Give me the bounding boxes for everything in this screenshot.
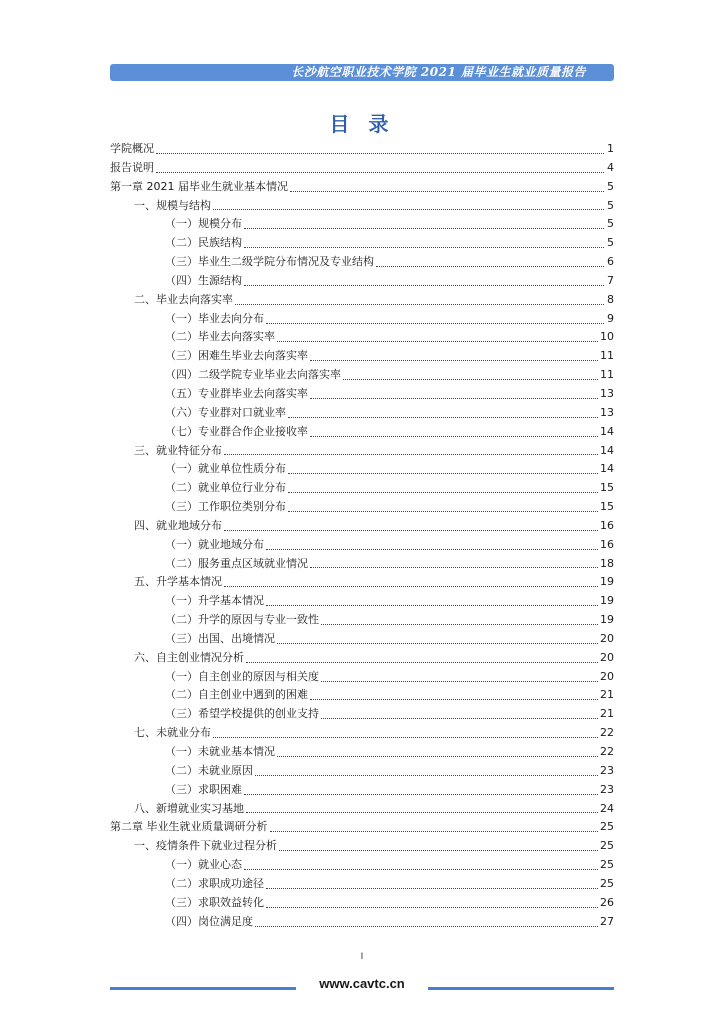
toc-dot-leader (266, 888, 598, 889)
toc-dot-leader (321, 624, 598, 625)
toc-entry-page: 5 (607, 236, 614, 250)
toc-entry[interactable] (110, 460, 614, 479)
toc-entry[interactable] (110, 800, 614, 819)
toc-dot-leader (244, 285, 604, 286)
toc-dot-leader (156, 153, 604, 154)
page-number: I (360, 952, 364, 962)
toc-entry[interactable] (110, 404, 614, 423)
toc-dot-leader (213, 737, 598, 738)
toc-entry-page: 15 (600, 500, 614, 514)
toc-dot-leader (277, 643, 598, 644)
toc-entry[interactable] (110, 366, 614, 385)
toc-entry-label: （二）毕业去向落实率 (165, 330, 275, 344)
toc-entry[interactable] (110, 197, 614, 216)
toc-entry[interactable] (110, 517, 614, 536)
toc-dot-leader (288, 492, 598, 493)
toc-entry-page: 13 (600, 386, 614, 400)
toc-entry[interactable] (110, 573, 614, 592)
footer-url[interactable]: www.cavtc.cn (319, 976, 405, 991)
toc-dot-leader (246, 812, 598, 813)
toc-entry-page: 1 (607, 142, 614, 155)
toc-dot-leader (244, 869, 598, 870)
toc-dot-leader (266, 907, 598, 908)
toc-entry[interactable] (110, 856, 614, 875)
toc-dot-leader (266, 323, 604, 324)
toc-dot-leader (270, 831, 599, 832)
header-bar (110, 64, 614, 81)
toc-dot-leader (213, 209, 604, 210)
toc-entry-page: 4 (607, 160, 614, 174)
toc-entry-page: 10 (600, 330, 614, 344)
toc-entry[interactable] (110, 724, 614, 743)
toc-dot-leader (244, 228, 604, 229)
toc-entry[interactable] (110, 630, 614, 649)
toc-entry-label: 第一章 2021 届毕业生就业基本情况 (110, 179, 288, 193)
toc-entry-page: 22 (600, 726, 614, 740)
toc-entry-label: （四）二级学院专业毕业去向落实率 (165, 368, 341, 382)
toc-dot-leader (310, 567, 598, 568)
toc-entry-page: 19 (600, 613, 614, 627)
toc-dot-leader (255, 775, 598, 776)
toc-dot-leader (310, 699, 598, 700)
toc-entry[interactable] (110, 442, 614, 461)
toc-entry-label: （三）求职困难 (165, 782, 242, 796)
toc-entry-label: （一）就业单位性质分布 (165, 462, 286, 476)
toc-entry[interactable] (110, 649, 614, 668)
toc-entry-label: （四）岗位满足度 (165, 914, 253, 928)
toc-dot-leader (310, 436, 598, 437)
toc-dot-leader (246, 662, 598, 663)
toc-entry-page: 16 (600, 518, 614, 532)
toc-entry-label: 一、规模与结构 (134, 198, 211, 212)
toc-entry[interactable] (110, 272, 614, 291)
toc-entry-label: （二）自主创业中遇到的困难 (165, 688, 308, 702)
toc-entry-label: （一）就业心态 (165, 858, 242, 872)
toc-entry-page: 9 (607, 311, 614, 325)
toc-dot-leader (290, 191, 604, 192)
toc-entry-page: 20 (600, 631, 614, 645)
toc-dot-leader (376, 266, 604, 267)
toc-entry[interactable] (110, 423, 614, 442)
toc-entry-label: （一）就业地域分布 (165, 537, 264, 551)
toc-entry-page: 20 (600, 650, 614, 664)
toc-dot-leader (266, 605, 598, 606)
toc-entry-label: 四、就业地域分布 (134, 518, 222, 532)
toc-entry-label: 一、疫情条件下就业过程分析 (134, 839, 277, 853)
toc-entry-page: 25 (600, 839, 614, 853)
toc-dot-leader (310, 360, 598, 361)
toc-entry-label: （三）工作职位类别分布 (165, 500, 286, 514)
toc-entry-page: 19 (600, 594, 614, 608)
toc-entry[interactable] (110, 837, 614, 856)
toc-entry-page: 25 (600, 858, 614, 872)
toc-entry-label: （五）专业群毕业去向落实率 (165, 386, 308, 400)
toc-entry-label: 学院概况 (110, 142, 154, 155)
toc-entry-page: 23 (600, 782, 614, 796)
toc-entry[interactable] (110, 479, 614, 498)
footer-divider-left (110, 987, 296, 990)
toc-entry[interactable] (110, 178, 614, 197)
toc-entry-label: （三）出国、出境情况 (165, 631, 275, 645)
toc-entry-page: 24 (600, 801, 614, 815)
toc-entry[interactable] (110, 555, 614, 574)
toc-entry[interactable] (110, 705, 614, 724)
toc-entry-label: （四）生源结构 (165, 273, 242, 287)
page-title: 目 录 (329, 112, 395, 136)
toc-entry-label: 五、升学基本情况 (134, 575, 222, 589)
header-title: 长沙航空职业技术学院 2021 届毕业生就业质量报告 (291, 65, 586, 79)
toc-entry-page: 21 (600, 707, 614, 721)
toc-entry-page: 27 (600, 914, 614, 928)
toc-entry-page: 14 (600, 443, 614, 457)
toc-entry-label: （三）困难生毕业去向落实率 (165, 349, 308, 363)
toc-entry[interactable] (110, 592, 614, 611)
toc-entry-page: 6 (607, 255, 614, 269)
toc-entry[interactable] (110, 818, 614, 837)
toc-dot-leader (224, 454, 598, 455)
toc-entry-label: （一）毕业去向分布 (165, 311, 264, 325)
toc-entry[interactable] (110, 140, 614, 159)
toc-entry-label: （三）求职效益转化 (165, 895, 264, 909)
toc-entry-label: （一）规模分布 (165, 217, 242, 231)
toc-entry-page: 11 (600, 368, 614, 382)
toc-entry[interactable] (110, 686, 614, 705)
toc-entry-page: 5 (607, 217, 614, 231)
toc-dot-leader (277, 756, 598, 757)
toc-dot-leader (266, 549, 598, 550)
toc-dot-leader (277, 341, 598, 342)
footer-divider-right (428, 987, 614, 990)
toc-entry-page: 25 (600, 876, 614, 890)
toc-entry[interactable] (110, 328, 614, 347)
toc-dot-leader (310, 398, 598, 399)
toc-entry-label: （三）毕业生二级学院分布情况及专业结构 (165, 255, 374, 269)
toc-entry[interactable] (110, 894, 614, 913)
toc-entry-page: 14 (600, 424, 614, 438)
toc-dot-leader (224, 530, 598, 531)
toc-dot-leader (321, 718, 598, 719)
table-of-contents (110, 140, 614, 931)
toc-entry[interactable] (110, 234, 614, 253)
toc-entry-page: 25 (600, 820, 614, 834)
toc-entry-label: （六）专业群对口就业率 (165, 405, 286, 419)
toc-entry[interactable] (110, 611, 614, 630)
toc-entry[interactable] (110, 385, 614, 404)
toc-entry[interactable] (110, 310, 614, 329)
toc-entry-label: （二）求职成功途径 (165, 876, 264, 890)
toc-entry[interactable] (110, 159, 614, 178)
toc-dot-leader (244, 247, 604, 248)
toc-entry-label: （三）希望学校提供的创业支持 (165, 707, 319, 721)
toc-entry-label: 八、新增就业实习基地 (134, 801, 244, 815)
toc-entry[interactable] (110, 913, 614, 932)
toc-entry-label: （一）自主创业的原因与相关度 (165, 669, 319, 683)
toc-entry-page: 14 (600, 462, 614, 476)
toc-entry-page: 7 (607, 273, 614, 287)
toc-entry-page: 8 (607, 292, 614, 306)
toc-entry-page: 13 (600, 405, 614, 419)
toc-entry[interactable] (110, 762, 614, 781)
toc-entry-page: 5 (607, 179, 614, 193)
toc-entry-page: 21 (600, 688, 614, 702)
toc-entry-label: （二）服务重点区域就业情况 (165, 556, 308, 570)
toc-entry-page: 22 (600, 745, 614, 758)
toc-entry[interactable] (110, 347, 614, 366)
toc-dot-leader (224, 586, 598, 587)
toc-dot-leader (255, 926, 598, 927)
toc-entry[interactable] (110, 536, 614, 555)
toc-dot-leader (288, 473, 598, 474)
toc-entry-label: 报告说明 (110, 160, 154, 174)
toc-entry-label: （七）专业群合作企业接收率 (165, 424, 308, 438)
toc-entry[interactable] (110, 215, 614, 234)
toc-entry[interactable] (110, 781, 614, 800)
toc-entry-page: 20 (600, 669, 614, 683)
toc-entry-label: 二、毕业去向落实率 (134, 292, 233, 306)
toc-entry-label: 七、未就业分布 (134, 726, 211, 740)
toc-entry[interactable] (110, 253, 614, 272)
toc-entry-label: （二）升学的原因与专业一致性 (165, 613, 319, 627)
toc-entry-page: 5 (607, 198, 614, 212)
toc-entry-label: （二）就业单位行业分布 (165, 481, 286, 495)
toc-entry-page: 16 (600, 537, 614, 551)
toc-entry-label: 三、就业特征分布 (134, 443, 222, 457)
toc-entry[interactable] (110, 743, 614, 762)
toc-entry-page: 26 (600, 895, 614, 909)
toc-entry[interactable] (110, 668, 614, 687)
toc-entry-page: 23 (600, 763, 614, 777)
toc-entry-page: 11 (600, 349, 614, 363)
toc-dot-leader (235, 304, 604, 305)
toc-entry[interactable] (110, 498, 614, 517)
toc-entry-page: 18 (600, 556, 614, 570)
toc-dot-leader (288, 417, 598, 418)
toc-entry-label: （二）未就业原因 (165, 763, 253, 777)
toc-entry-label: （一）未就业基本情况 (165, 745, 275, 758)
toc-entry[interactable] (110, 291, 614, 310)
toc-entry-page: 15 (600, 481, 614, 495)
toc-dot-leader (156, 172, 604, 173)
toc-entry-label: 六、自主创业情况分析 (134, 650, 244, 664)
toc-dot-leader (321, 681, 598, 682)
toc-entry-page: 19 (600, 575, 614, 589)
toc-dot-leader (288, 511, 598, 512)
toc-entry-label: （二）民族结构 (165, 236, 242, 250)
toc-entry-label: （一）升学基本情况 (165, 594, 264, 608)
toc-dot-leader (279, 850, 598, 851)
toc-entry[interactable] (110, 875, 614, 894)
toc-dot-leader (244, 794, 598, 795)
toc-dot-leader (343, 379, 598, 380)
toc-entry-label: 第二章 毕业生就业质量调研分析 (110, 820, 268, 834)
